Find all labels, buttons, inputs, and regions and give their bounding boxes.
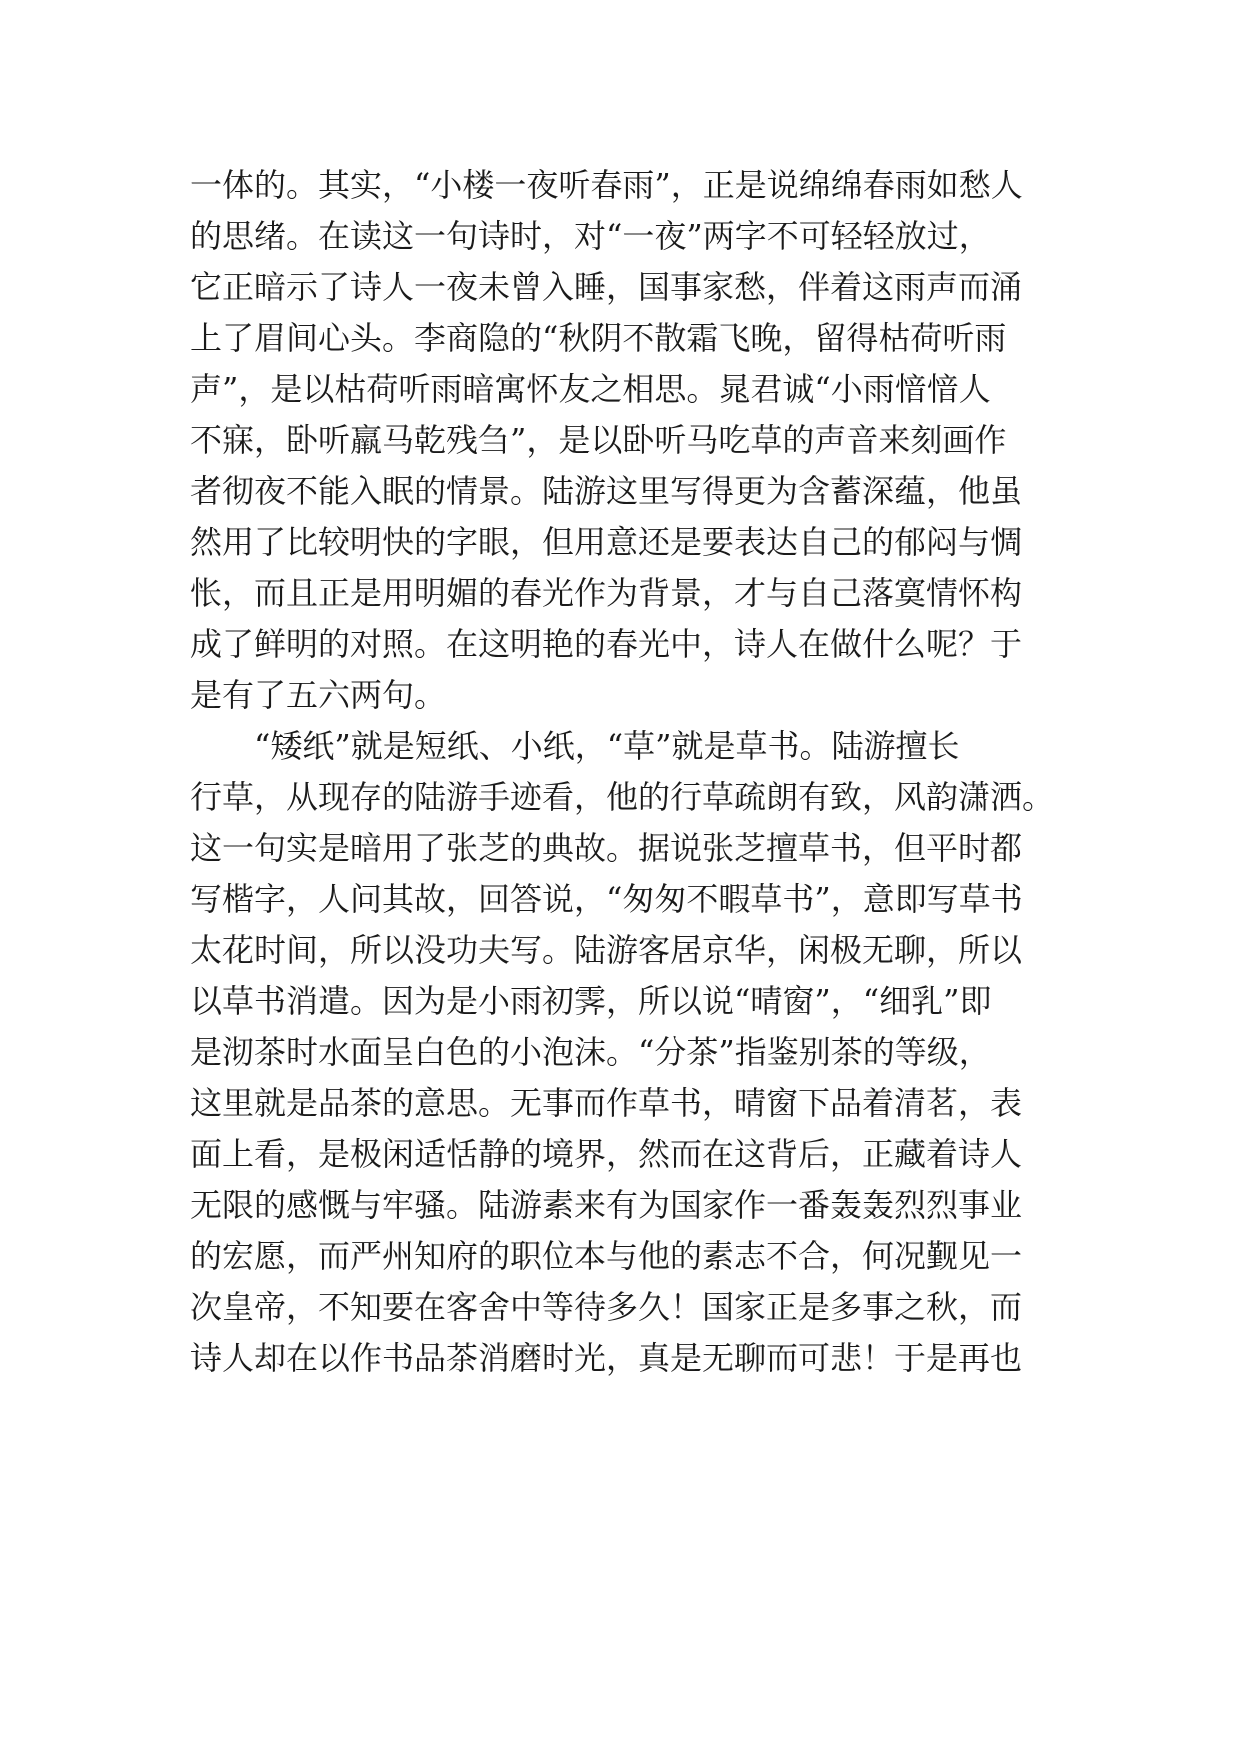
- text-line-indented: “矮纸”就是短纸、小纸，“草”就是草书。陆游擅长: [254, 727, 960, 765]
- text-line: 一体的。其实，“小楼一夜听春雨”，正是说绵绵春雨如愁人: [190, 166, 1023, 204]
- paragraph-2: [190, 721, 1070, 1384]
- text-line: 的思绪。在读这一句诗时，对“一夜”两字不可轻轻放过，: [190, 217, 991, 255]
- text-line: 无限的感慨与牢骚。陆游素来有为国家作一番轰轰烈烈事业: [190, 1186, 1023, 1224]
- text-line: 成了鲜明的对照。在这明艳的春光中，诗人在做什么呢？于: [190, 625, 1023, 663]
- text-line: 太花时间，所以没功夫写。陆游客居京华，闲极无聊，所以: [190, 931, 1023, 969]
- paragraph-1: [190, 160, 1070, 721]
- text-line: 然用了比较明快的字眼，但用意还是要表达自己的郁闷与惆: [190, 523, 1023, 561]
- text-line: 的宏愿，而严州知府的职位本与他的素志不合，何况觐见一: [190, 1237, 1023, 1275]
- text-line: 它正暗示了诗人一夜未曾入睡，国事家愁，伴着这雨声而涌: [190, 268, 1023, 306]
- text-line: 不寐，卧听羸马乾残刍”，是以卧听马吃草的声音来刻画作: [190, 421, 1007, 459]
- body-text: [190, 160, 1070, 1384]
- text-line: 上了眉间心头。李商隐的“秋阴不散霜飞晚，留得枯荷听雨: [190, 319, 1007, 357]
- text-line: 是沏茶时水面呈白色的小泡沫。“分茶”指鉴别茶的等级，: [190, 1033, 991, 1071]
- text-line: 怅，而且正是用明媚的春光作为背景，才与自己落寞情怀构: [190, 574, 1023, 612]
- text-line: 行草，从现存的陆游手迹看，他的行草疏朗有致，风韵潇洒。: [190, 778, 1055, 816]
- text-line: 写楷字，人问其故，回答说，“匆匆不暇草书”，意即写草书: [190, 880, 1023, 918]
- text-line: 以草书消遣。因为是小雨初霁，所以说“晴窗”，“细乳”即: [190, 982, 992, 1020]
- text-line: 者彻夜不能入眠的情景。陆游这里写得更为含蓄深蕴，他虽: [190, 472, 1023, 510]
- text-line: 这里就是品茶的意思。无事而作草书，晴窗下品着清茗，表: [190, 1084, 1023, 1122]
- text-line: 声”，是以枯荷听雨暗寓怀友之相思。晁君诚“小雨愔愔人: [190, 370, 991, 408]
- text-line: 是有了五六两句。: [190, 676, 447, 714]
- text-line: 次皇帝，不知要在客舍中等待多久！国家正是多事之秋，而: [190, 1288, 1023, 1326]
- text-line: 这一句实是暗用了张芝的典故。据说张芝擅草书，但平时都: [190, 829, 1023, 867]
- text-line: 诗人却在以作书品茶消磨时光，真是无聊而可悲！于是再也: [190, 1339, 1023, 1377]
- text-line: 面上看，是极闲适恬静的境界，然而在这背后，正藏着诗人: [190, 1135, 1023, 1173]
